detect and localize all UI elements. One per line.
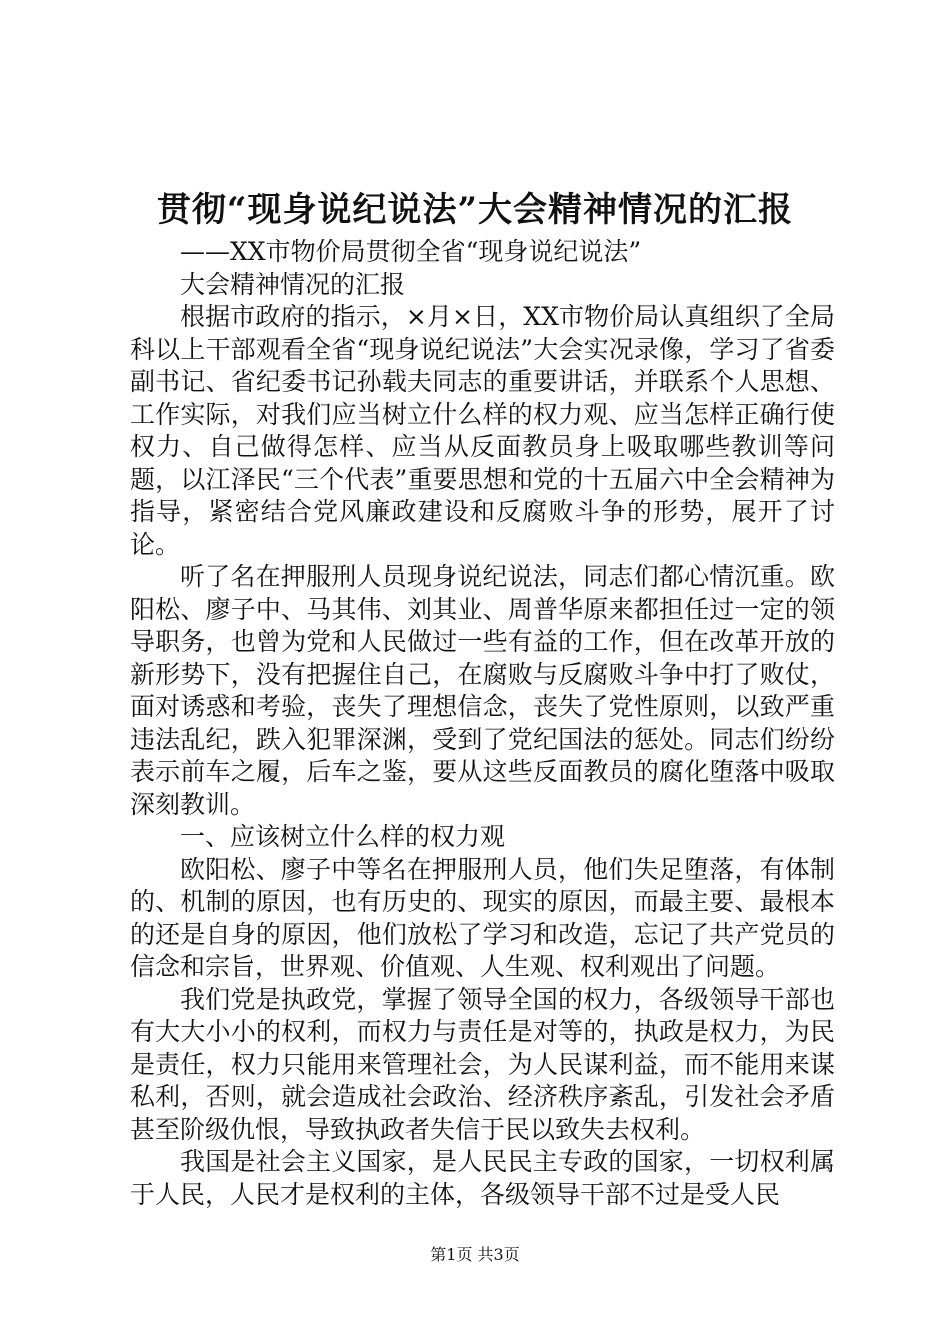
subtitle-line-1: ——XX市物价局贯彻全省“现身说纪说法”: [180, 237, 642, 266]
paragraph: 听了名在押服刑人员现身说纪说法，同志们都心情沉重。欧阳松、廖子中、马其伟、刘其业、周普华原来都担任过一定的领导职务，也曾为党和人民做过一些有益的工作，但在改革开放的新形势下，没有把握住自己，在腐败与反腐败斗争中打了败仗，面对诱惑和考验，丧失了理想信念，丧失了党性原则，以致严重违法乱纪，跌入犯罪深渊，受到了党纪国法的惩处。同志们纷纷表示前车之履，后车之鉴，要从这些反面教员的腐化堕落中吸取深刻教训。: [130, 562, 835, 819]
paragraph: 欧阳松、廖子中等名在押服刑人员，他们失足堕落，有体制的、机制的原因，也有历史的、现实的原因，而最主要、最根本的还是自身的原因，他们放松了学习和改造，忘记了共产党员的信念和宗旨，世界观、价值观、人生观、权利观出了问题。: [130, 854, 835, 981]
page-number-footer: 第1页 共3页: [430, 1245, 520, 1264]
paragraph: 根据市政府的指示，×月×日，XX市物价局认真组织了全局科以上干部观看全省“现身说纪说法”大会实况录像，学习了省委副书记、省纪委书记孙载夫同志的重要讲话，并联系个人思想、工作实际，对我们应当树立什么样的权力观、应当怎样正确行使权力、自己做得怎样、应当从反面教员身上吸取哪些教训等问题，以江泽民“三个代表”重要思想和党的十五届六中全会精神为指导，紧密结合党风廉政建设和反腐败斗争的形势，展开了讨论。: [130, 302, 835, 559]
document-title: 贯彻“现身说纪说法”大会精神情况的汇报: [156, 190, 794, 230]
document-body: [130, 236, 835, 1211]
paragraph: 我国是社会主义国家，是人民民主专政的国家，一切权利属于人民，人民才是权利的主体，各级领导干部不过是受人民: [130, 1147, 835, 1209]
paragraph: 我们党是执政党，掌握了领导全国的权力，各级领导干部也有大大小小的权利，而权力与责任是对等的，执政是权力，为民是责任，权力只能用来管理社会，为人民谋利益，而不能用来谋私利，否则，就会造成社会政治、经济秩序紊乱，引发社会矛盾甚至阶级仇恨，导致执政者失信于民以致失去权利。: [130, 984, 835, 1144]
subtitle-line-2: 大会精神情况的汇报: [180, 269, 406, 299]
section-heading: 一、应该树立什么样的权力观: [180, 822, 506, 851]
